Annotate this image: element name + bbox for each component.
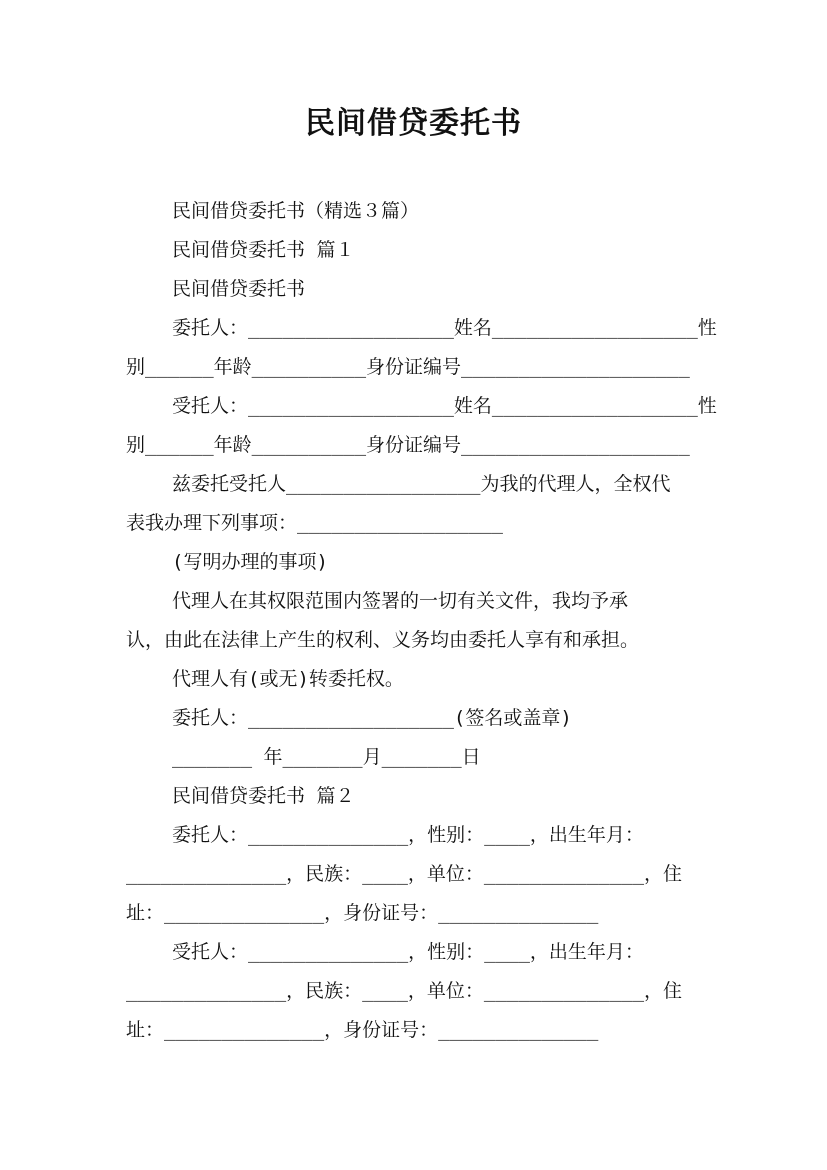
document-title: 民间借贷委托书 (305, 106, 522, 141)
authorization-line-2: 表我办理下列事项：__________________ (126, 512, 503, 534)
section-2-principal-line-2: ______________，民族：____，单位：______________，住 (126, 863, 683, 885)
acknowledgment-line-1: 代理人在其权限范围内签署的一切有关文件，我均予承 (172, 590, 629, 612)
matters-note: (写明办理的事项) (172, 551, 328, 573)
section-2-agent-line-3: 址：______________，身份证号：______________ (126, 1019, 599, 1041)
agent-line-2: 别______年龄__________身份证编号____________________ (126, 434, 690, 456)
authorization-line-1: 兹委托受托人_________________为我的代理人，全权代 (172, 473, 671, 495)
principal-line-1: 委托人：__________________姓名__________________性 (172, 317, 717, 339)
agent-line-1: 受托人：__________________姓名__________________性 (172, 395, 717, 417)
section-2-principal-line-3: 址：______________，身份证号：______________ (126, 902, 599, 924)
section-heading-2: 民间借贷委托书 篇２ (172, 785, 355, 807)
section-1-title: 民间借贷委托书 (172, 278, 306, 300)
section-heading-1: 民间借贷委托书 篇１ (172, 239, 355, 261)
sub-delegation-line: 代理人有(或无)转委托权。 (172, 668, 404, 690)
principal-line-2: 别______年龄__________身份证编号____________________ (126, 356, 690, 378)
signature-line: 委托人：__________________(签名或盖章) (172, 707, 572, 729)
acknowledgment-line-2: 认，由此在法律上产生的权利、义务均由委托人享有和承担。 (126, 629, 640, 651)
section-2-principal-line-1: 委托人：______________，性别：____，出生年月： (172, 824, 644, 846)
subtitle-selected-3: 民间借贷委托书（精选３篇） (172, 200, 420, 222)
section-2-agent-line-1: 受托人：______________，性别：____，出生年月： (172, 941, 644, 963)
date-line: _______ 年_______月_______日 (172, 746, 481, 768)
section-2-agent-line-2: ______________，民族：____，单位：______________，住 (126, 980, 683, 1002)
